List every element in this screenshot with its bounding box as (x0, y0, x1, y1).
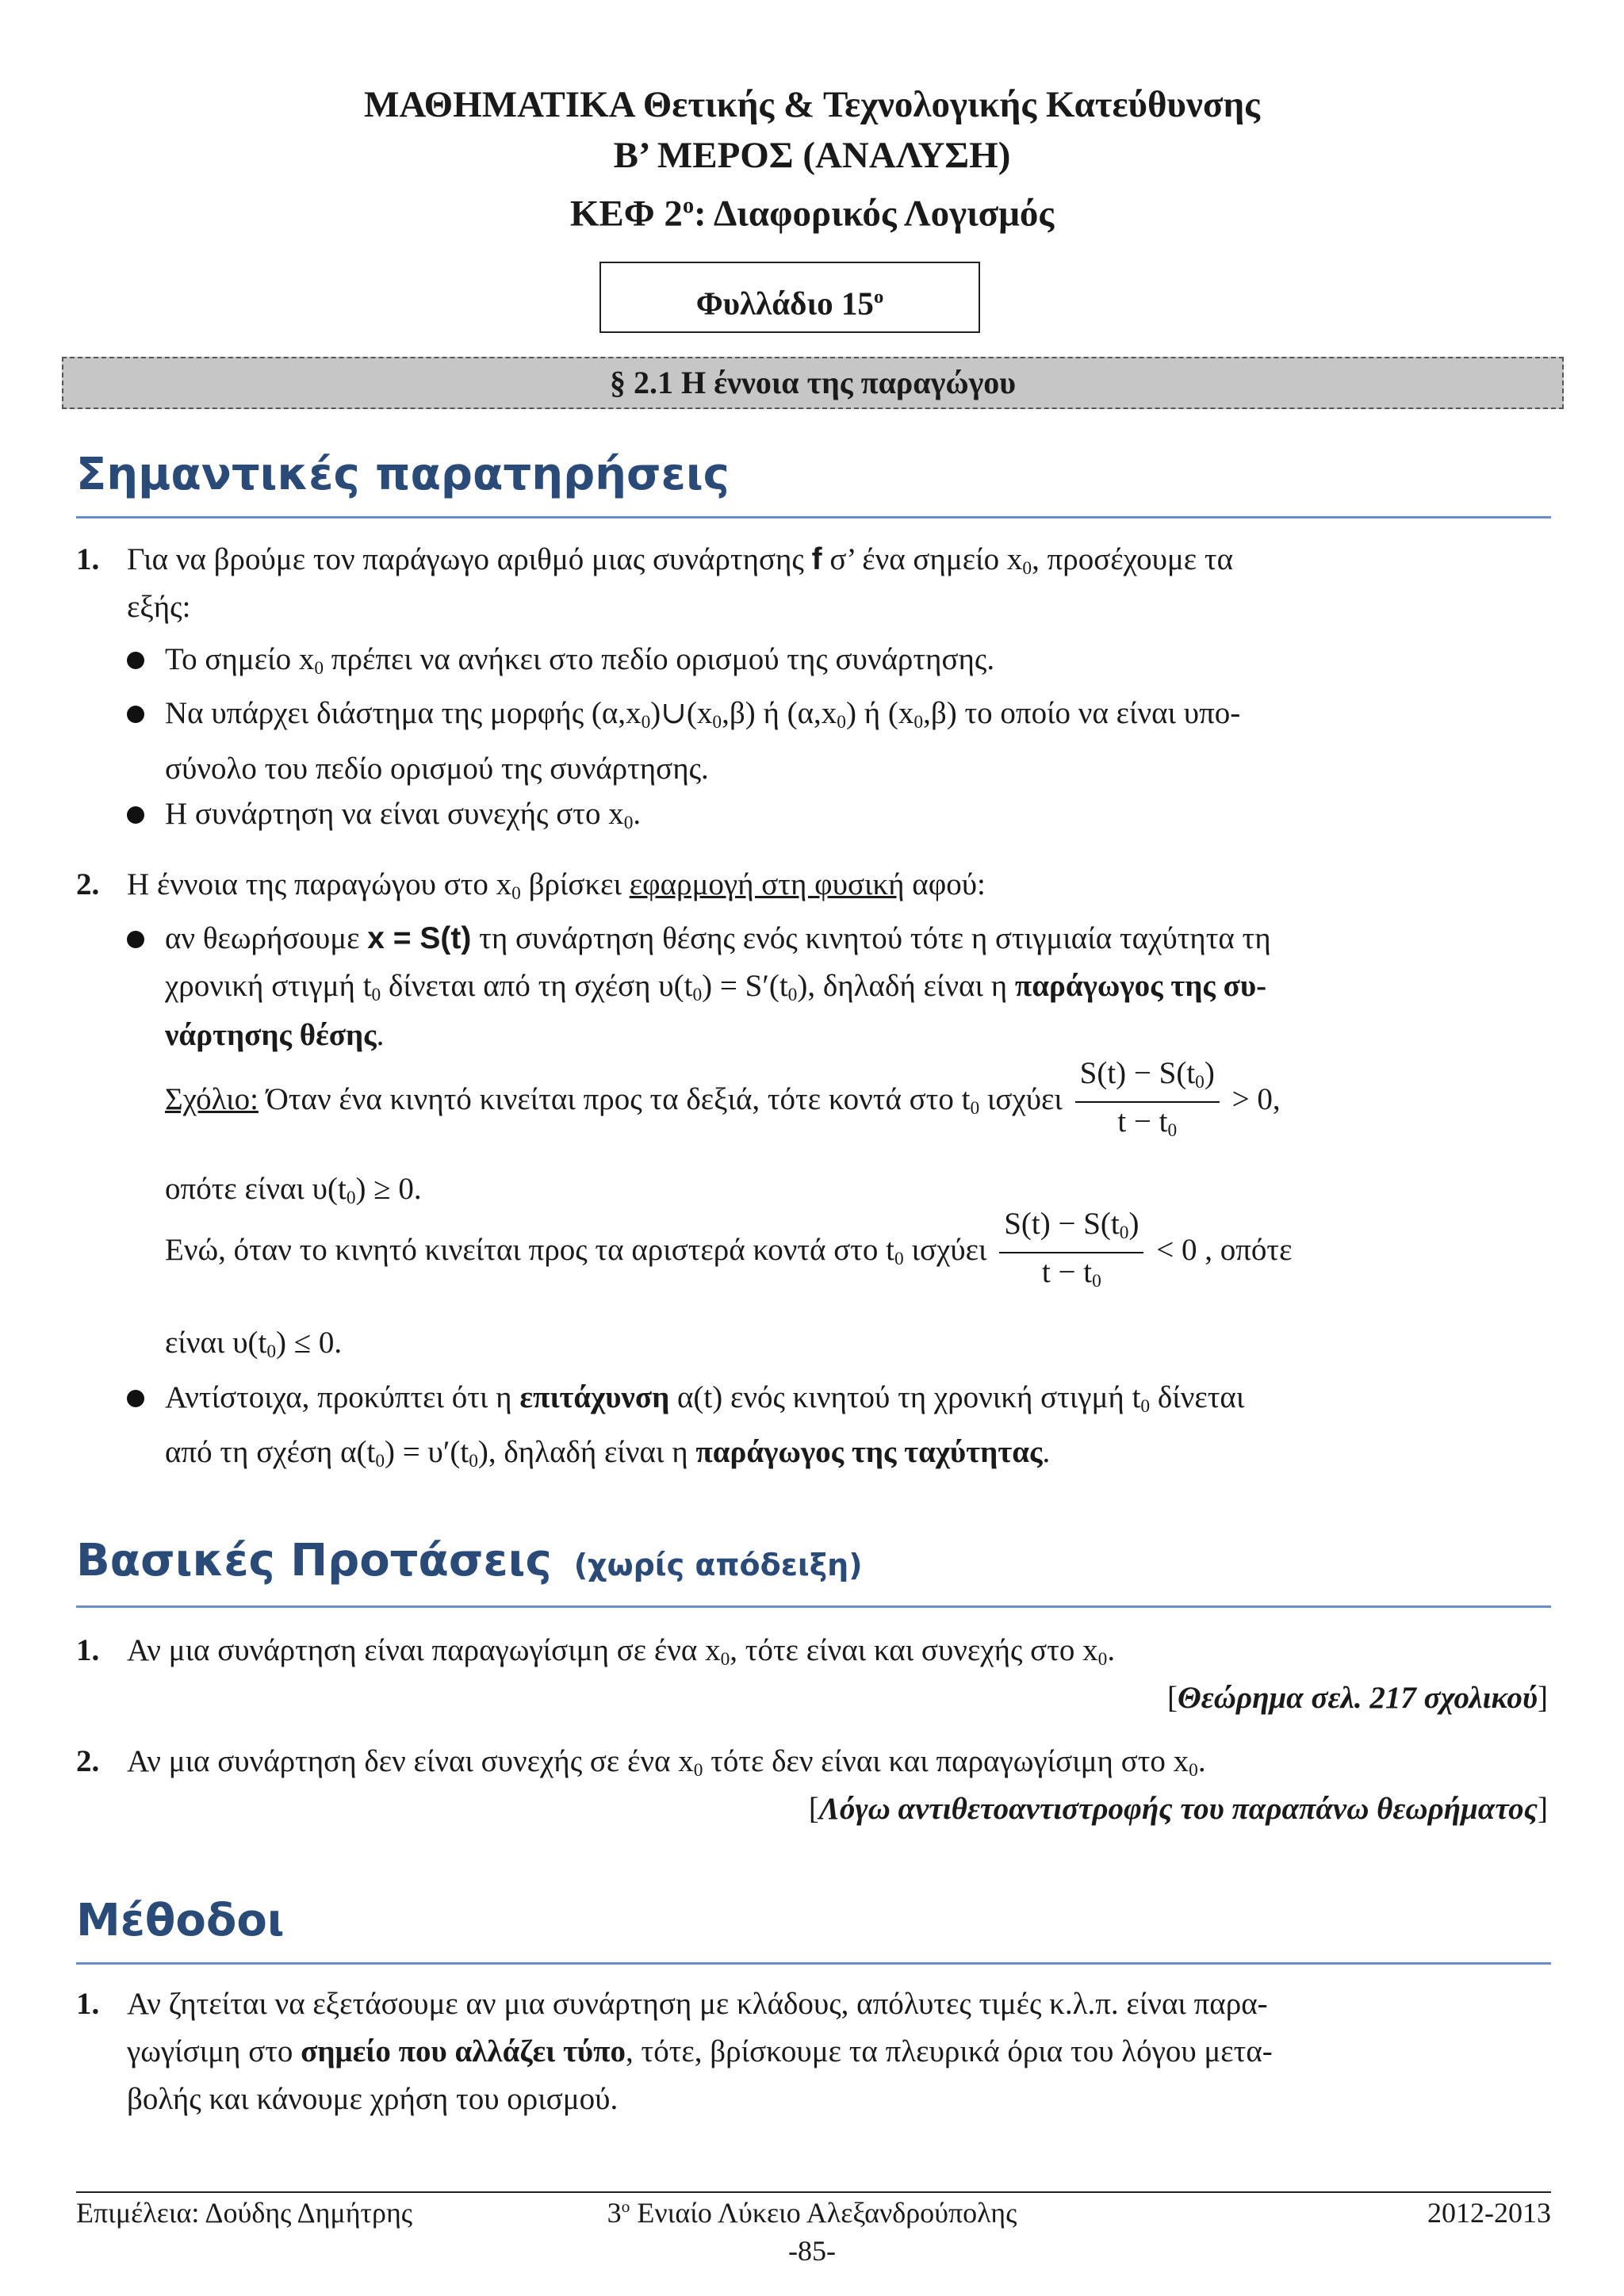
heading-remarks: Σημαντικές παρατηρήσεις (76, 449, 730, 500)
header-line-1: ΜΑΘΗΜΑΤΙΚΑ Θετικής & Τεχνολογικής Κατεύθυνσης (364, 84, 1260, 125)
scholio-line-2: οπότε είναι $\upsilon(t_0) \ge 0$. (165, 1172, 422, 1208)
proposition-2-reference: [Λόγω αντιθετοαντιστροφής του παραπάνω θεωρήματος] (808, 1792, 1548, 1826)
footer-author: Επιμέλεια: Δούδης Δημήτρης (76, 2197, 413, 2229)
proposition-number-1: 1. (76, 1633, 100, 1667)
footer-year: 2012-2013 (1427, 2197, 1551, 2229)
remark-2-bullet-2-line-2: από τη σχέση $\alpha(t_0) = \upsilon'(t_0)$, δηλαδή είναι η παράγωγος της ταχύτητας. (165, 1435, 1051, 1471)
scholio-line-1: Σχόλιο: Όταν ένα κινητό κινείται προς τα δεξιά, τότε κοντά στο $t_0$ ισχύει $\frac{S(t) - S(t_0)}{t - t_0}$ > 0, (165, 1054, 1281, 1150)
bullet (127, 652, 144, 669)
method-1-line-2: γωγίσιμη στο σημείο που αλλάζει τύπο, τότε, βρίσκουμε τα πλευρικά όρια του λόγου μετα- (127, 2034, 1273, 2068)
bullet (127, 1390, 144, 1407)
document-header (0, 79, 1624, 235)
header-line-2: Β’ ΜΕΡΟΣ (ΑΝΑΛΥΣΗ) (613, 135, 1011, 176)
remark-1-line-2: εξής: (127, 590, 191, 624)
remark-1-bullet-1: Το σημείο $x_0$ πρέπει να ανήκει στο πεδίο ορισμού της συνάρτησης. (165, 642, 995, 679)
remark-1-bullet-3: Η συνάρτηση να είναι συνεχής στο $x_0$. (165, 797, 642, 833)
heading-rule (76, 1605, 1551, 1608)
proposition-1-reference: [Θεώρημα σελ. 217 σχολικού] (1167, 1681, 1548, 1715)
proposition-1: Αν μια συνάρτηση είναι παραγωγίσιμη σε ένα $x_0$, τότε είναι και συνεχής στο $x_0$. (127, 1633, 1116, 1670)
remark-1-bullet-2: Να υπάρχει διάστημα της μορφής $(\alpha,x_0)\cup(x_0,\beta)$ ή $(\alpha,x_0)$ ή $(x_0,\beta)$ το οποίο να είναι υπο- (165, 696, 1241, 733)
difference-quotient: $\frac{S(t) - S(t_0)}{t - t_0}$ (1075, 1054, 1220, 1150)
page-number: -85- (788, 2235, 836, 2267)
remark-number-1: 1. (76, 542, 100, 576)
heading-methods: Μέθοδοι (76, 1895, 285, 1946)
bullet (127, 931, 144, 948)
remark-1-bullet-2-cont: σύνολο του πεδίο ορισμού της συνάρτησης. (165, 752, 709, 786)
section-bar: § 2.1 Η έννοια της παραγώγου (62, 357, 1564, 409)
difference-quotient: $\frac{S(t) - S(t_0)}{t - t_0}$ (999, 1205, 1143, 1300)
footer-school: $3^o$ Ενιαίο Λύκειο Αλεξανδρούπολης (607, 2197, 1017, 2229)
proposition-number-2: 2. (76, 1744, 100, 1778)
heading-rule (76, 1962, 1551, 1965)
bullet (127, 706, 144, 723)
sheet-number-box: Φυλλάδιο $15^o$ (599, 262, 980, 333)
heading-propositions: Βασικές Προτάσεις (χωρίς απόδειξη) (76, 1535, 863, 1586)
method-number-1: 1. (76, 1987, 100, 2021)
remark-2-bullet-1-line-3: νάρτησης θέσης. (165, 1018, 385, 1052)
proposition-2: Αν μια συνάρτηση δεν είναι συνεχής σε ένα $x_0$ τότε δεν είναι και παραγωγίσιμη στο $x_0$. (127, 1744, 1206, 1781)
remark-1-line-1: Για να βρούμε τον παράγωγο αριθμό μιας συνάρτησης f σ’ ένα σημείο $x_0$, προσέχουμε τα (127, 542, 1234, 579)
header-line-3: ΚΕΦ $2^o$: Διαφορικός Λογισμός (569, 193, 1055, 235)
bullet (127, 806, 144, 824)
remark-number-2: 2. (76, 867, 100, 901)
scholio-line-3: Ενώ, όταν το κινητό κινείται προς τα αριστερά κοντά στο $t_0$ ισχύει $\frac{S(t) - S(t_0)}{t - t_0}$ < 0 , οπότε (165, 1205, 1292, 1300)
footer-rule (76, 2191, 1551, 2193)
method-1-line-3: βολής και κάνουμε χρήση του ορισμού. (127, 2082, 619, 2116)
heading-rule (76, 516, 1551, 519)
remark-2-line-1: Η έννοια της παραγώγου στο $x_0$ βρίσκει εφαρμογή στη φυσική αφού: (127, 867, 986, 904)
scholio-line-4: είναι $\upsilon(t_0) \le 0$. (165, 1326, 343, 1362)
method-1-line-1: Αν ζητείται να εξετάσουμε αν μια συνάρτηση με κλάδους, απόλυτες τιμές κ.λ.π. είναι παρα- (127, 1987, 1268, 2021)
remark-2-bullet-1-line-2: χρονική στιγμή $t_0$ δίνεται από τη σχέση $\upsilon(t_0) = S'(t_0)$, δηλαδή είναι η παράγωγος της συ- (165, 969, 1267, 1005)
remark-2-bullet-1-line-1: αν θεωρήσουμε x = S(t) τη συνάρτηση θέσης ενός κινητού τότε η στιγμιαία ταχύτητα τη (165, 921, 1271, 955)
remark-2-bullet-2-line-1: Αντίστοιχα, προκύπτει ότι η επιτάχυνση α(t) ενός κινητού τη χρονική στιγμή $t_0$ δίνεται (165, 1380, 1245, 1417)
